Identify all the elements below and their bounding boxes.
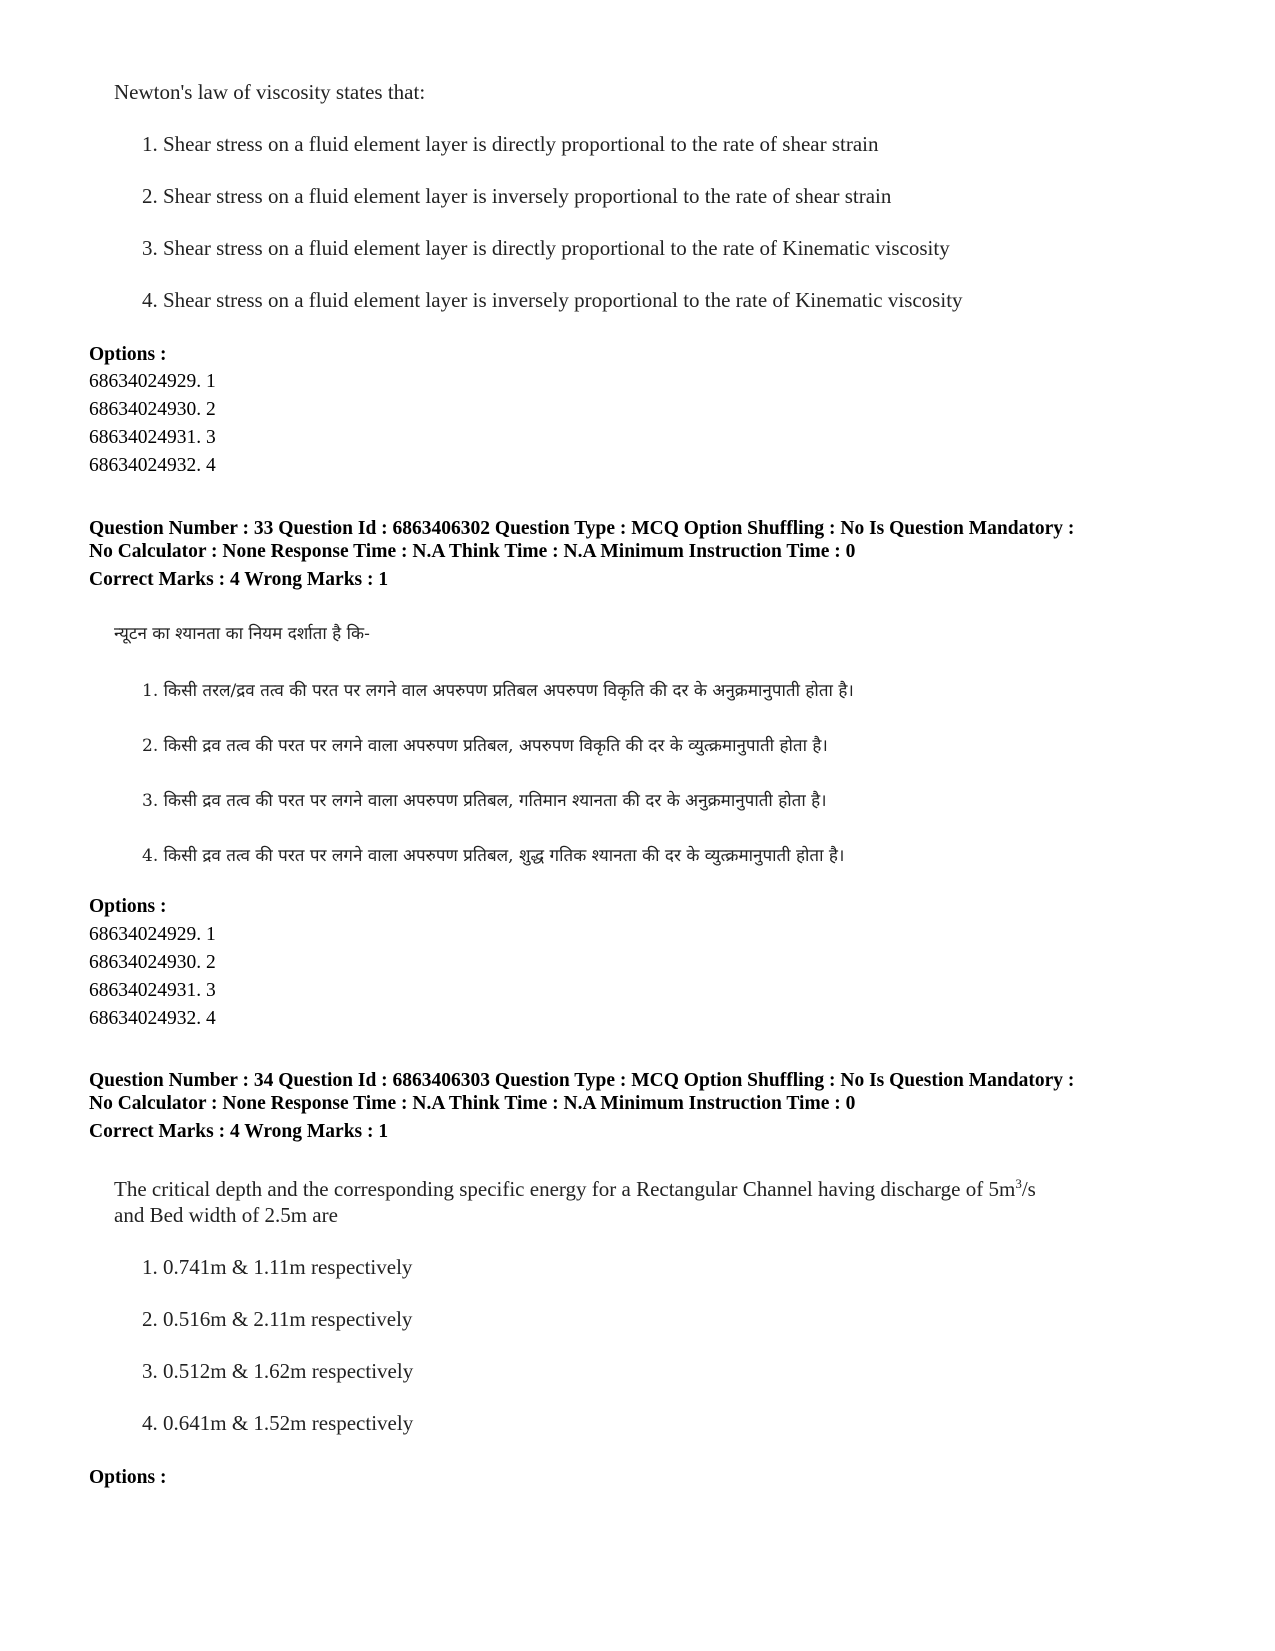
q33-option-2: 68634024930. 2 (89, 952, 216, 973)
q33-options-label: Options : (89, 896, 167, 917)
q33-choice-1: 1. किसी तरल/द्रव तत्व की परत पर लगने वाल अपरुपण प्रतिबल अपरुपण विकृति की दर के अनुक्रमानुपाती होता है। (142, 681, 854, 701)
q32-choice-1: 1. Shear stress on a fluid element layer is directly proportional to the rate of shear strain (142, 132, 879, 156)
q32-choice-4: 4. Shear stress on a fluid element layer is inversely proportional to the rate of Kinematic viscosity (142, 288, 963, 312)
q34-stem-text: The critical depth and the corresponding specific energy for a Rectangular Channel having discharge of 5m (114, 1177, 1016, 1201)
q34-stem-line1 (114, 1176, 1036, 1202)
q34-choice-1: 1. 0.741m & 1.11m respectively (142, 1255, 413, 1279)
q33-option-3: 68634024931. 3 (89, 980, 216, 1001)
q34-header-line2: No Calculator : None Response Time : N.A Think Time : N.A Minimum Instruction Time : 0 (89, 1093, 856, 1114)
q33-stem: न्यूटन का श्यानता का नियम दर्शाता है कि- (114, 624, 370, 644)
q33-option-4: 68634024932. 4 (89, 1008, 216, 1029)
q34-stem-line2: and Bed width of 2.5m are (114, 1203, 338, 1227)
q34-choice-3: 3. 0.512m & 1.62m respectively (142, 1359, 414, 1383)
q32-option-2: 68634024930. 2 (89, 399, 216, 420)
q32-stem: Newton's law of viscosity states that: (114, 80, 426, 104)
q32-choice-3: 3. Shear stress on a fluid element layer is directly proportional to the rate of Kinematic viscosity (142, 236, 950, 260)
q34-options-label: Options : (89, 1467, 167, 1488)
q32-choice-2: 2. Shear stress on a fluid element layer is inversely proportional to the rate of shear strain (142, 184, 892, 208)
q32-option-1: 68634024929. 1 (89, 371, 216, 392)
q33-choice-2: 2. किसी द्रव तत्व की परत पर लगने वाला अपरुपण प्रतिबल, अपरुपण विकृति की दर के व्युत्क्रमानुपाती होता है। (142, 736, 828, 756)
q34-marks: Correct Marks : 4 Wrong Marks : 1 (89, 1121, 389, 1142)
q34-stem-superscript: 3 (1015, 1176, 1022, 1191)
q33-marks: Correct Marks : 4 Wrong Marks : 1 (89, 569, 389, 590)
q33-header-line1: Question Number : 33 Question Id : 6863406302 Question Type : MCQ Option Shuffling : No Is Question Mandatory : (89, 518, 1075, 539)
q32-option-4: 68634024932. 4 (89, 455, 216, 476)
q32-option-3: 68634024931. 3 (89, 427, 216, 448)
q32-options-label: Options : (89, 344, 167, 365)
q34-stem-unit: /s (1021, 1177, 1036, 1201)
q34-choice-4: 4. 0.641m & 1.52m respectively (142, 1411, 414, 1435)
q33-option-1: 68634024929. 1 (89, 924, 216, 945)
q34-choice-2: 2. 0.516m & 2.11m respectively (142, 1307, 413, 1331)
q33-header-line2: No Calculator : None Response Time : N.A Think Time : N.A Minimum Instruction Time : 0 (89, 541, 856, 562)
q33-choice-3: 3. किसी द्रव तत्व की परत पर लगने वाला अपरुपण प्रतिबल, गतिमान श्यानता की दर के अनुक्रमानुपाती होता है। (142, 791, 827, 811)
q34-header-line1: Question Number : 34 Question Id : 6863406303 Question Type : MCQ Option Shuffling : No Is Question Mandatory : (89, 1070, 1075, 1091)
q33-choice-4: 4. किसी द्रव तत्व की परत पर लगने वाला अपरुपण प्रतिबल, शुद्ध गतिक श्यानता की दर के व्युत्क्रमानुपाती होता है। (142, 846, 845, 866)
